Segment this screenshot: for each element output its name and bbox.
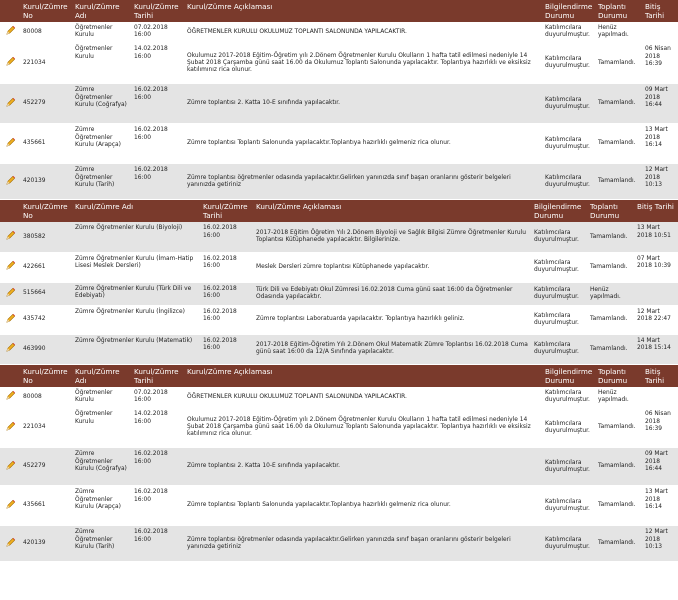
end-date bbox=[642, 387, 678, 408]
edit-button[interactable] bbox=[0, 43, 20, 84]
header-notification-status: Bilgilendirme Durumu bbox=[531, 200, 587, 222]
meeting-description: Zümre toplantısı öğretmenler odasında yapılacaktır.Gelirken yanınızda sınıf başarı oranlarını gösterir belgeleri yanınızda getiriniz bbox=[184, 164, 542, 200]
meeting-description: Meslek Dersleri zümre toplantısı Kütüphanede yapılacaktır. bbox=[253, 252, 531, 282]
meeting-name: Zümre Öğretmenler Kurulu (Arapça) bbox=[72, 486, 131, 526]
table-body bbox=[0, 222, 678, 364]
meeting-status: Henüz yapılmadı. bbox=[595, 387, 642, 408]
header-end-date: Bitiş Tarihi bbox=[642, 365, 678, 387]
meeting-date: 16.02.2018 16:00 bbox=[200, 282, 253, 305]
meeting-no: 463990 bbox=[20, 334, 72, 364]
meeting-status: Tamamlandı. bbox=[595, 486, 642, 526]
meeting-no: 80008 bbox=[20, 387, 72, 408]
header-no: Kurul/Zümre No bbox=[20, 200, 72, 222]
table-row bbox=[0, 448, 678, 486]
notification-status: Katılımcılara duyurulmuştur. bbox=[531, 252, 587, 282]
header-name: Kurul/Zümre Adı bbox=[72, 0, 131, 22]
meeting-no: 422661 bbox=[20, 252, 72, 282]
notification-status: Katılımcılara duyurulmuştur. bbox=[542, 164, 595, 200]
header-name: Kurul/Zümre Adı bbox=[72, 200, 200, 222]
meeting-name: Zümre Öğretmenler Kurulu (Matematik) bbox=[72, 334, 200, 364]
header-description: Kurul/Zümre Açıklaması bbox=[253, 200, 531, 222]
header-meeting-status: Toplantı Durumu bbox=[587, 200, 634, 222]
edit-button[interactable] bbox=[0, 252, 20, 282]
meeting-date: 16.02.2018 16:00 bbox=[131, 124, 184, 164]
meeting-name: Öğretmenler Kurulu bbox=[72, 43, 131, 84]
meeting-table-2 bbox=[0, 200, 678, 365]
meeting-date: 14.02.2018 16:00 bbox=[131, 43, 184, 84]
meeting-status: Tamamlandı. bbox=[595, 84, 642, 124]
end-date bbox=[642, 22, 678, 43]
notification-status: Katılımcılara duyurulmuştur. bbox=[542, 124, 595, 164]
meeting-no: 420139 bbox=[20, 164, 72, 200]
meeting-description: Zümre toplantısı 2. Katta 10-E sınıfında yapılacaktır. bbox=[184, 84, 542, 124]
meeting-name: Öğretmenler Kurulu bbox=[72, 387, 131, 408]
header-date: Kurul/Zümre Tarihi bbox=[200, 200, 253, 222]
meeting-description: ÖĞRETMENLER KURULU OKULUMUZ TOPLANTI SALONUNDA YAPILACAKTIR. bbox=[184, 22, 542, 43]
header-name: Kurul/Zümre Adı bbox=[72, 365, 131, 387]
pencil-icon bbox=[5, 390, 16, 401]
meeting-no: 420139 bbox=[20, 526, 72, 562]
meeting-date: 16.02.2018 16:00 bbox=[131, 526, 184, 562]
meeting-name: Zümre Öğretmenler Kurulu (Türk Dili ve Edebiyatı) bbox=[72, 282, 200, 305]
header-edit bbox=[0, 365, 20, 387]
end-date: 07 Mart 2018 10:39 bbox=[634, 252, 678, 282]
edit-button[interactable] bbox=[0, 124, 20, 164]
meeting-date: 14.02.2018 16:00 bbox=[131, 408, 184, 448]
table-row bbox=[0, 124, 678, 164]
table-row bbox=[0, 408, 678, 448]
notification-status: Katılımcılara duyurulmuştur. bbox=[542, 22, 595, 43]
header-date: Kurul/Zümre Tarihi bbox=[131, 0, 184, 22]
edit-button[interactable] bbox=[0, 305, 20, 334]
pencil-icon bbox=[5, 499, 16, 510]
meeting-no: 515664 bbox=[20, 282, 72, 305]
table-row bbox=[0, 387, 678, 408]
meeting-date: 07.02.2018 16:00 bbox=[131, 387, 184, 408]
meeting-date: 07.02.2018 16:00 bbox=[131, 22, 184, 43]
end-date: 06 Nisan 2018 16:39 bbox=[642, 408, 678, 448]
meeting-no: 435661 bbox=[20, 124, 72, 164]
edit-button[interactable] bbox=[0, 22, 20, 43]
header-notification-status: Bilgilendirme Durumu bbox=[542, 365, 595, 387]
notification-status: Katılımcılara duyurulmuştur. bbox=[531, 282, 587, 305]
notification-status: Katılımcılara duyurulmuştur. bbox=[531, 334, 587, 364]
pencil-icon bbox=[5, 421, 16, 432]
edit-button[interactable] bbox=[0, 408, 20, 448]
edit-button[interactable] bbox=[0, 164, 20, 200]
meeting-date: 16.02.2018 16:00 bbox=[200, 252, 253, 282]
meeting-no: 380582 bbox=[20, 222, 72, 252]
table-row bbox=[0, 43, 678, 84]
end-date: 06 Nisan 2018 16:39 bbox=[642, 43, 678, 84]
table-row bbox=[0, 84, 678, 124]
edit-button[interactable] bbox=[0, 84, 20, 124]
meeting-date: 16.02.2018 16:00 bbox=[200, 305, 253, 334]
edit-button[interactable] bbox=[0, 222, 20, 252]
pencil-icon bbox=[5, 342, 16, 353]
meeting-description: 2017-2018 Eğitim-Öğretim Yılı 2.Dönem Okul Matematik Zümre Toplantısı 16.02.2018 Cuma günü saat 16:00 da 12/A Sınıfında yapılacaktır. bbox=[253, 334, 531, 364]
table-header-row bbox=[0, 200, 678, 222]
table-body bbox=[0, 22, 678, 200]
meeting-name: Zümre Öğretmenler Kurulu (Arapça) bbox=[72, 124, 131, 164]
header-end-date: Bitiş Tarihi bbox=[634, 200, 678, 222]
meeting-status: Henüz yapılmadı. bbox=[587, 282, 634, 305]
meeting-date: 16.02.2018 16:00 bbox=[131, 448, 184, 486]
meeting-description: Zümre toplantısı 2. Katta 10-E sınıfında yapılacaktır. bbox=[184, 448, 542, 486]
end-date: 12 Mart 2018 10:13 bbox=[642, 164, 678, 200]
meeting-status: Tamamlandı. bbox=[595, 124, 642, 164]
meeting-name: Öğretmenler Kurulu bbox=[72, 22, 131, 43]
header-date: Kurul/Zümre Tarihi bbox=[131, 365, 184, 387]
pencil-icon bbox=[5, 56, 16, 67]
table-header-row bbox=[0, 0, 678, 22]
meeting-status: Tamamlandı. bbox=[595, 408, 642, 448]
end-date bbox=[634, 282, 678, 305]
table-row bbox=[0, 222, 678, 252]
meeting-description: ÖĞRETMENLER KURULU OKULUMUZ TOPLANTI SALONUNDA YAPILACAKTIR. bbox=[184, 387, 542, 408]
table-row bbox=[0, 252, 678, 282]
edit-button[interactable] bbox=[0, 486, 20, 526]
meeting-description: Okulumuz 2017-2018 Eğitim-Öğretim yılı 2.Dönem Öğretmenler Kurulu Okulların 1 hafta tatil edilmesi nedeniyle 14 Şubat 2018 Çarşamba günü saat 16.00 da Okulumuz Toplantı Salonunda yapılacaktır. Toplantıya hazırlıklı ve eksiksiz katılımınız rica olunur. bbox=[184, 43, 542, 84]
meeting-table-1 bbox=[0, 0, 678, 200]
pencil-icon bbox=[5, 230, 16, 241]
edit-button[interactable] bbox=[0, 448, 20, 486]
table-header-row bbox=[0, 365, 678, 387]
meeting-status: Tamamlandı. bbox=[595, 43, 642, 84]
pencil-icon bbox=[5, 260, 16, 271]
meeting-description: Türk Dili ve Edebiyatı Okul Zümresi 16.02.2018 Cuma günü saat 16:00 da Öğretmenler Odasında yapılacaktır. bbox=[253, 282, 531, 305]
meeting-name: Zümre Öğretmenler Kurulu (Coğrafya) bbox=[72, 448, 131, 486]
pencil-icon bbox=[5, 175, 16, 186]
pencil-icon bbox=[5, 537, 16, 548]
edit-button[interactable] bbox=[0, 282, 20, 305]
meeting-name: Zümre Öğretmenler Kurulu (Tarih) bbox=[72, 526, 131, 562]
notification-status: Katılımcılara duyurulmuştur. bbox=[542, 387, 595, 408]
notification-status: Katılımcılara duyurulmuştur. bbox=[542, 526, 595, 562]
header-no: Kurul/Zümre No bbox=[20, 365, 72, 387]
meeting-date: 16.02.2018 16:00 bbox=[131, 84, 184, 124]
meeting-no: 221034 bbox=[20, 408, 72, 448]
header-meeting-status: Toplantı Durumu bbox=[595, 0, 642, 22]
meeting-status: Tamamlandı. bbox=[587, 334, 634, 364]
pencil-icon bbox=[5, 287, 16, 298]
meeting-date: 16.02.2018 16:00 bbox=[200, 222, 253, 252]
table-row bbox=[0, 305, 678, 334]
meeting-no: 452279 bbox=[20, 448, 72, 486]
meeting-table-3 bbox=[0, 365, 678, 562]
notification-status: Katılımcılara duyurulmuştur. bbox=[542, 408, 595, 448]
end-date: 09 Mart 2018 16:44 bbox=[642, 448, 678, 486]
notification-status: Katılımcılara duyurulmuştur. bbox=[542, 448, 595, 486]
pencil-icon bbox=[5, 25, 16, 36]
meeting-date: 16.02.2018 16:00 bbox=[131, 486, 184, 526]
table-row bbox=[0, 486, 678, 526]
table-row bbox=[0, 526, 678, 562]
notification-status: Katılımcılara duyurulmuştur. bbox=[542, 43, 595, 84]
meeting-name: Zümre Öğretmenler Kurulu (İmam-Hatip Lisesi Meslek Dersleri) bbox=[72, 252, 200, 282]
edit-button[interactable] bbox=[0, 387, 20, 408]
meeting-date: 16.02.2018 16:00 bbox=[131, 164, 184, 200]
meeting-status: Tamamlandı. bbox=[595, 526, 642, 562]
meeting-date: 16.02.2018 16:00 bbox=[200, 334, 253, 364]
meeting-description: Zümre toplantısı Laboratuarda yapılacaktır. Toplantıya hazırlıklı geliniz. bbox=[253, 305, 531, 334]
meeting-name: Zümre Öğretmenler Kurulu (İngilizce) bbox=[72, 305, 200, 334]
table-row bbox=[0, 164, 678, 200]
meeting-no: 435661 bbox=[20, 486, 72, 526]
pencil-icon bbox=[5, 97, 16, 108]
meeting-name: Zümre Öğretmenler Kurulu (Biyoloji) bbox=[72, 222, 200, 252]
meeting-no: 435742 bbox=[20, 305, 72, 334]
edit-button[interactable] bbox=[0, 526, 20, 562]
end-date: 09 Mart 2018 16:44 bbox=[642, 84, 678, 124]
end-date: 13 Mart 2018 16:14 bbox=[642, 486, 678, 526]
end-date: 14 Mart 2018 15:14 bbox=[634, 334, 678, 364]
header-edit bbox=[0, 200, 20, 222]
notification-status: Katılımcılara duyurulmuştur. bbox=[531, 305, 587, 334]
table-row bbox=[0, 22, 678, 43]
notification-status: Katılımcılara duyurulmuştur. bbox=[542, 486, 595, 526]
meeting-status: Tamamlandı. bbox=[587, 222, 634, 252]
meeting-status: Tamamlandı. bbox=[595, 164, 642, 200]
pencil-icon bbox=[5, 460, 16, 471]
table-row bbox=[0, 282, 678, 305]
notification-status: Katılımcılara duyurulmuştur. bbox=[531, 222, 587, 252]
meeting-status: Henüz yapılmadı. bbox=[595, 22, 642, 43]
meeting-description: Zümre toplantısı Toplantı Salonunda yapılacaktır.Toplantıya hazırlıklı gelmeniz rica olunur. bbox=[184, 124, 542, 164]
edit-button[interactable] bbox=[0, 334, 20, 364]
meeting-status: Tamamlandı. bbox=[587, 252, 634, 282]
meeting-description: Zümre toplantısı öğretmenler odasında yapılacaktır.Gelirken yanınızda sınıf başarı oranlarını gösterir belgeleri yanınızda getiriniz bbox=[184, 526, 542, 562]
header-meeting-status: Toplantı Durumu bbox=[595, 365, 642, 387]
end-date: 12 Mart 2018 22:47 bbox=[634, 305, 678, 334]
table-row bbox=[0, 334, 678, 364]
meeting-status: Tamamlandı. bbox=[587, 305, 634, 334]
meeting-no: 452279 bbox=[20, 84, 72, 124]
notification-status: Katılımcılara duyurulmuştur. bbox=[542, 84, 595, 124]
meeting-name: Öğretmenler Kurulu bbox=[72, 408, 131, 448]
meeting-description: 2017-2018 Eğitim Öğretim Yılı 2.Dönem Biyoloji ve Sağlık Bilgisi Zümre Öğretmenler Kurulu Toplantısı Kütüphanede yapılacaktır. Bilgilerinize. bbox=[253, 222, 531, 252]
header-no: Kurul/Zümre No bbox=[20, 0, 72, 22]
meeting-name: Zümre Öğretmenler Kurulu (Tarih) bbox=[72, 164, 131, 200]
end-date: 13 Mart 2018 10:51 bbox=[634, 222, 678, 252]
header-end-date: Bitiş Tarihi bbox=[642, 0, 678, 22]
header-description: Kurul/Zümre Açıklaması bbox=[184, 365, 542, 387]
meeting-no: 221034 bbox=[20, 43, 72, 84]
header-edit bbox=[0, 0, 20, 22]
end-date: 12 Mart 2018 10:13 bbox=[642, 526, 678, 562]
header-description: Kurul/Zümre Açıklaması bbox=[184, 0, 542, 22]
meeting-description: Zümre toplantısı Toplantı Salonunda yapılacaktır.Toplantıya hazırlıklı gelmeniz rica olunur. bbox=[184, 486, 542, 526]
end-date: 13 Mart 2018 16:14 bbox=[642, 124, 678, 164]
meeting-name: Zümre Öğretmenler Kurulu (Coğrafya) bbox=[72, 84, 131, 124]
meeting-description: Okulumuz 2017-2018 Eğitim-Öğretim yılı 2.Dönem Öğretmenler Kurulu Okulların 1 hafta tatil edilmesi nedeniyle 14 Şubat 2018 Çarşamba günü saat 16.00 da Okulumuz Toplantı Salonunda yapılacaktır. Toplantıya hazırlıklı ve eksiksiz katılımınız rica olunur. bbox=[184, 408, 542, 448]
pencil-icon bbox=[5, 313, 16, 324]
meeting-no: 80008 bbox=[20, 22, 72, 43]
pencil-icon bbox=[5, 137, 16, 148]
meeting-status: Tamamlandı. bbox=[595, 448, 642, 486]
table-body bbox=[0, 387, 678, 562]
header-notification-status: Bilgilendirme Durumu bbox=[542, 0, 595, 22]
